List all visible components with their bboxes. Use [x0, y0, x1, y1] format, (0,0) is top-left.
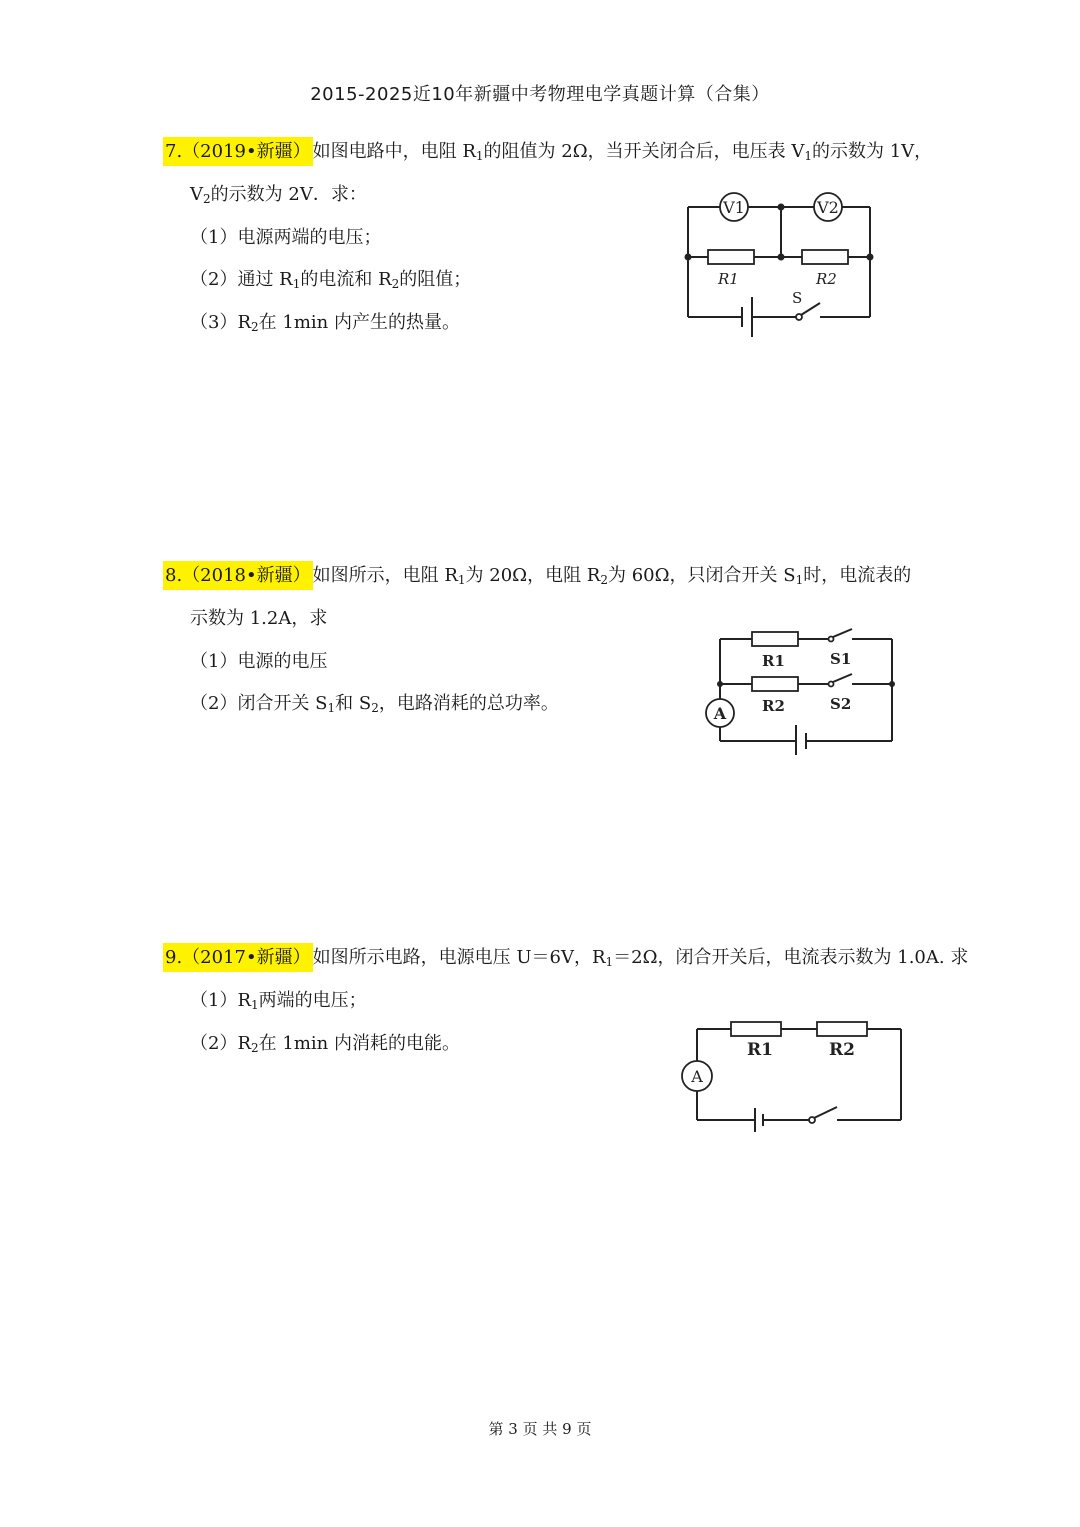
q9-line1: 9.（2017•新疆） 如图所示电路，电源电压 U＝6V，$R_1=2\Omega$，闭合开关后，电流表示数为 1.0A. 求: [163, 946, 968, 974]
q8-circuit-diagram: [700, 625, 900, 760]
junction-dot: [778, 254, 785, 261]
s2-label: S2: [830, 695, 852, 713]
q7-year-tag: 7.（2019•新疆）: [163, 137, 313, 166]
r2-label: R2: [762, 697, 785, 715]
r2-resistor: [802, 250, 848, 264]
switch-icon: [814, 1107, 837, 1118]
switch-s2-icon: [833, 674, 852, 682]
q9-circuit-diagram: [675, 1015, 910, 1135]
r2-resistor: [817, 1022, 867, 1036]
a-label: A: [691, 1067, 703, 1086]
switch-pivot: [829, 682, 834, 687]
v1-label: V1: [723, 198, 745, 217]
s-label: S: [792, 289, 803, 307]
q8-line1: 8.（2018•新疆） 如图所示，电阻 $R_1$为 20Ω，电阻 $R_2$为 60Ω，只闭合开关 $S_1$时，电流表的: [163, 564, 911, 592]
q9-sub2: $(2)R_2$在 1min 内消耗的电能。: [190, 1033, 460, 1055]
r2-label: R2: [829, 1040, 855, 1060]
q7-sub2: （2）通过 $R_1$的电流和 $R_2$的阻值；: [190, 269, 472, 291]
q7-sub1: （1）电源两端的电压；: [190, 227, 382, 248]
switch-pivot: [829, 637, 834, 642]
s1-label: S1: [830, 650, 852, 668]
a-label: A: [713, 704, 727, 723]
page-footer: 第 3 页 共 9 页: [488, 1420, 592, 1438]
q8-sub2: （2）闭合开关 $S_1$和 $S_2$，电路消耗的总功率。: [190, 693, 559, 715]
switch-s-icon: [801, 303, 820, 315]
switch-s1-icon: [833, 629, 852, 637]
q9-sub1: $(1)R_1$两端的电压；: [190, 990, 367, 1012]
q8-line2: 示数为 1.2A，求: [190, 608, 328, 629]
r1-resistor: [708, 250, 754, 264]
q8-year-tag: 8.（2018•新疆）: [163, 561, 313, 590]
q9-year-tag: 9.（2017•新疆）: [163, 943, 313, 972]
r1-resistor: [731, 1022, 781, 1036]
q7-circuit-diagram: [680, 185, 880, 335]
r1-label: R1: [747, 1040, 773, 1060]
q7-sub3: $(3)R_2$在 1min 内产生的热量。: [190, 312, 460, 334]
junction-dot: [685, 254, 692, 261]
r1-resistor: [752, 632, 798, 646]
r2-resistor: [752, 677, 798, 691]
junction-dot: [778, 204, 785, 211]
q8-sub1: （1）电源的电压: [190, 651, 328, 672]
page-title: 2015-2025近10年新疆中考物理电学真题计算（合集）: [310, 84, 770, 105]
r1-label: R1: [718, 270, 739, 288]
v2-label: V2: [817, 198, 839, 217]
r1-label: R1: [762, 652, 785, 670]
q7-line2: $V_2$的示数为 2V．求：: [190, 184, 367, 206]
q7-line1: 7.（2019•新疆） 如图电路中，电阻 $R_1$的阻值为 2Ω，当开关闭合后，电压表 $V_1$的示数为 1V，: [163, 140, 932, 168]
r2-label: R2: [816, 270, 837, 288]
junction-dot: [867, 254, 874, 261]
